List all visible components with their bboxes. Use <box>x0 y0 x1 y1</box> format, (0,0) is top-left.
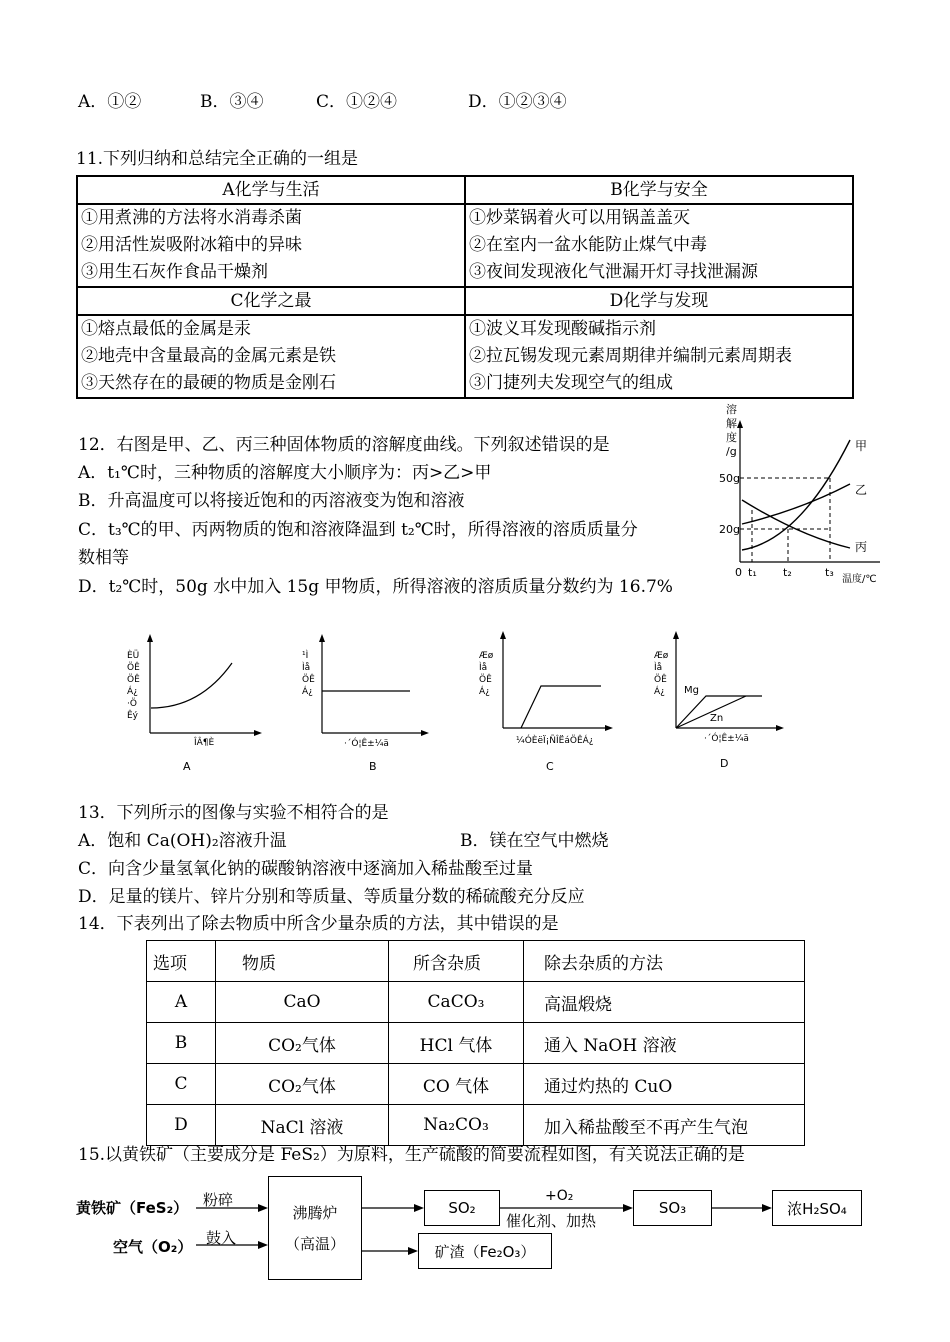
graph-a-xlabel: ÎÂ¶È <box>194 738 215 748</box>
q11-a-item: ①用煮沸的方法将水消毒杀菌 <box>81 208 302 228</box>
q12-option-c: C．t₃℃的甲、丙两物质的饱和溶液降温到 t₂℃时，所得溶液的溶质质量分 <box>78 520 638 540</box>
row-substance: CaO <box>216 982 389 1023</box>
q11-c-body <box>77 315 465 398</box>
flow-so3: SO₃ <box>633 1190 712 1226</box>
chart-ylabel: 度 <box>726 431 737 444</box>
graph-d-xlabel: ·´Ó¦Ê±¼ä <box>704 734 749 744</box>
q12-option-b: B．升高温度可以将接近饱和的丙溶液变为饱和溶液 <box>78 491 465 511</box>
graph-d-y-arrow <box>673 631 679 639</box>
graph-c-x-arrow <box>605 725 613 731</box>
q11-d-body <box>465 315 853 398</box>
row-option: B <box>147 1023 216 1064</box>
graph-c <box>475 625 625 775</box>
curve-yi <box>742 484 850 524</box>
q14-stem: 14．下表列出了除去物质中所含少量杂质的方法，其中错误的是 <box>78 914 559 934</box>
row-method: 通入 NaOH 溶液 <box>524 1023 805 1064</box>
q10-option-c: C．①②④ <box>316 92 398 112</box>
graph-c-ylabel: ÖÊ <box>479 675 492 685</box>
row-option: D <box>147 1105 216 1146</box>
flow-furnace-label: 沸腾炉 <box>292 1204 338 1222</box>
flow-input-pyrite: 黄铁矿（FeS₂） <box>76 1199 189 1217</box>
q11-b-body <box>465 204 853 287</box>
q11-b-item: ③夜间发现液化气泄漏开灯寻找泄漏源 <box>469 262 758 282</box>
q12-option-c-cont: 数相等 <box>78 548 129 568</box>
graph-a-curve <box>151 663 232 708</box>
graph-d <box>650 625 800 773</box>
chart-ylabel: /g <box>726 445 737 458</box>
flow-slag: 矿渣（Fe₂O₃） <box>418 1233 552 1269</box>
graph-b-x-arrow <box>421 730 429 736</box>
graph-a-ylabel: ÈÜ <box>127 651 140 661</box>
q11-b-item: ①炒菜锅着火可以用锅盖盖灭 <box>469 208 690 228</box>
flow-so2: SO₂ <box>424 1190 500 1226</box>
row-substance: CO₂气体 <box>216 1064 389 1105</box>
q11-a-head: A化学与生活 <box>77 176 465 204</box>
graph-d-ylabel: Ìå <box>654 663 663 673</box>
graph-a-y-arrow <box>147 634 153 642</box>
graph-c-ylabel: Ìå <box>479 663 488 673</box>
graph-a <box>120 630 280 775</box>
chart-tick-t1: t₁ <box>748 566 757 579</box>
graph-a-ylabel: Á¿ <box>127 687 138 697</box>
row-impurity: HCl 气体 <box>389 1023 524 1064</box>
graph-c-xlabel: ¼ÓÈëÏ¡ÑÎËáÖÊÁ¿ <box>516 736 594 746</box>
row-method: 高温煅烧 <box>524 982 805 1023</box>
q12-stem: 12．右图是甲、乙、丙三种固体物质的溶解度曲线。下列叙述错误的是 <box>78 435 610 455</box>
graph-b-ylabel: ¹Ì <box>302 651 309 661</box>
graph-a-ylabel: ÖÊ <box>127 663 140 673</box>
graph-d-mg-label: Mg <box>684 685 699 696</box>
graph-b-caption: B <box>369 760 377 773</box>
graph-d-ylabel: Á¿ <box>654 687 665 697</box>
row-option: C <box>147 1064 216 1105</box>
graph-c-line <box>521 686 601 728</box>
q11-b-item: ②在室内一盆水能防止煤气中毒 <box>469 235 707 255</box>
header-method: 除去杂质的方法 <box>524 941 805 982</box>
q11-a-body <box>77 204 465 287</box>
row-substance: CO₂气体 <box>216 1023 389 1064</box>
q15-stem: 15.以黄铁矿（主要成分是 FeS₂）为原料，生产硫酸的简要流程如图，有关说法正确的是 <box>78 1145 745 1165</box>
q11-d-head: D化学与发现 <box>465 287 853 315</box>
header-substance: 物质 <box>216 941 389 982</box>
q10-option-b: B．③④ <box>200 92 264 112</box>
graph-a-x-arrow <box>254 730 262 736</box>
q11-a-item: ③用生石灰作食品干燥剂 <box>81 262 268 282</box>
q11-c-item: ①熔点最低的金属是汞 <box>81 319 251 339</box>
graph-a-ylabel: ·Ö <box>127 699 137 709</box>
table-row <box>147 1105 805 1146</box>
solubility-chart <box>710 400 895 590</box>
q11-stem: 11.下列归纳和总结完全正确的一组是 <box>76 149 359 169</box>
graph-d-ylabel: Æø <box>654 651 669 661</box>
chart-tick-t2: t₂ <box>783 566 792 579</box>
chart-tick-50g: 50g <box>719 472 740 485</box>
q13-option-b: B．镁在空气中燃烧 <box>460 831 609 851</box>
row-impurity: CO 气体 <box>389 1064 524 1105</box>
label-bing: 丙 <box>855 540 868 554</box>
graph-b-xlabel: ·´Ó¦Ê±¼ä <box>344 739 389 749</box>
q11-c-item: ②地壳中含量最高的金属元素是铁 <box>81 346 336 366</box>
flow-input-air: 空气（O₂） <box>113 1238 193 1256</box>
graph-a-ylabel: ÖÊ <box>127 675 140 685</box>
graph-d-ylabel: ÖÊ <box>654 675 667 685</box>
label-yi: 乙 <box>855 483 868 497</box>
q11-d-item: ③门捷列夫发现空气的组成 <box>469 373 673 393</box>
q11-table <box>76 175 854 399</box>
header-option: 选项 <box>147 941 216 982</box>
chart-origin: 0 <box>735 566 742 579</box>
q11-a-item: ②用活性炭吸附冰箱中的异味 <box>81 235 302 255</box>
table-row <box>147 982 805 1023</box>
q13-option-a: A．饱和 Ca(OH)₂溶液升温 <box>78 831 287 851</box>
graph-c-ylabel: Æø <box>479 651 494 661</box>
chart-y-arrow <box>737 420 743 428</box>
q11-d-item: ②拉瓦锡发现元素周期律并编制元素周期表 <box>469 346 792 366</box>
row-substance: NaCl 溶液 <box>216 1105 389 1146</box>
chart-ylabel: 解 <box>726 417 737 430</box>
flow-step-crush: 粉碎 <box>203 1191 234 1209</box>
flow-diagram-arrows <box>0 1170 950 1290</box>
graph-b-y-arrow <box>319 634 325 642</box>
chart-tick-20g: 20g <box>719 523 740 536</box>
row-method: 加入稀盐酸至不再产生气泡 <box>524 1105 805 1146</box>
q12-option-a: A．t₁℃时，三种物质的溶解度大小顺序为：丙>乙>甲 <box>78 463 492 483</box>
curve-jia <box>742 440 850 550</box>
graph-b-ylabel: ÖÊ <box>302 675 315 685</box>
row-impurity: CaCO₃ <box>389 982 524 1023</box>
chart-tick-t3: t₃ <box>825 566 834 579</box>
q11-d-item: ①波义耳发现酸碱指示剂 <box>469 319 656 339</box>
q10-option-a: A．①② <box>78 92 142 112</box>
flow-step-blow: 鼓入 <box>206 1229 237 1247</box>
graph-a-caption: A <box>183 760 191 773</box>
table-row <box>147 1023 805 1064</box>
table-row <box>147 1064 805 1105</box>
graph-b-ylabel: Á¿ <box>302 687 313 697</box>
chart-xlabel: 温度/℃ <box>842 574 877 585</box>
row-method: 通过灼热的 CuO <box>524 1064 805 1105</box>
graph-b <box>300 630 440 775</box>
q11-c-item: ③天然存在的最硬的物质是金刚石 <box>81 373 336 393</box>
label-jia: 甲 <box>855 439 868 453</box>
q11-c-head: C化学之最 <box>77 287 465 315</box>
flow-condition-catalyst: 催化剂、加热 <box>506 1212 597 1230</box>
q13-stem: 13．下列所示的图像与实验不相符合的是 <box>78 803 389 823</box>
graph-d-caption: D <box>720 757 729 770</box>
flow-h2so4: 浓H₂SO₄ <box>772 1190 862 1226</box>
graph-c-caption: C <box>546 760 554 773</box>
graph-d-x-arrow <box>776 725 784 731</box>
graph-c-y-arrow <box>500 631 506 639</box>
q12-option-d: D．t₂℃时，50g 水中加入 15g 甲物质，所得溶液的溶质质量分数约为 16.7% <box>78 577 673 597</box>
row-impurity: Na₂CO₃ <box>389 1105 524 1146</box>
header-impurity: 所含杂质 <box>389 941 524 982</box>
q13-option-d: D．足量的镁片、锌片分别和等质量、等质量分数的稀硫酸充分反应 <box>78 887 585 907</box>
q10-option-d: D．①②③④ <box>468 92 567 112</box>
graph-b-ylabel: Ìå <box>302 663 311 673</box>
graph-a-ylabel: Êý <box>127 711 139 721</box>
q11-b-head: B化学与安全 <box>465 176 853 204</box>
graph-d-zn-label: Zn <box>710 713 724 724</box>
q14-table <box>146 940 805 1146</box>
flow-condition-o2: +O₂ <box>545 1188 574 1204</box>
q13-option-c: C．向含少量氢氧化钠的碳酸钠溶液中逐滴加入稀盐酸至过量 <box>78 859 534 879</box>
row-option: A <box>147 982 216 1023</box>
flow-furnace <box>268 1176 362 1280</box>
flow-furnace-temp: （高温） <box>284 1235 345 1253</box>
chart-ylabel: 溶 <box>726 403 737 416</box>
graph-c-ylabel: Á¿ <box>479 687 490 697</box>
table-header-row <box>147 941 805 982</box>
